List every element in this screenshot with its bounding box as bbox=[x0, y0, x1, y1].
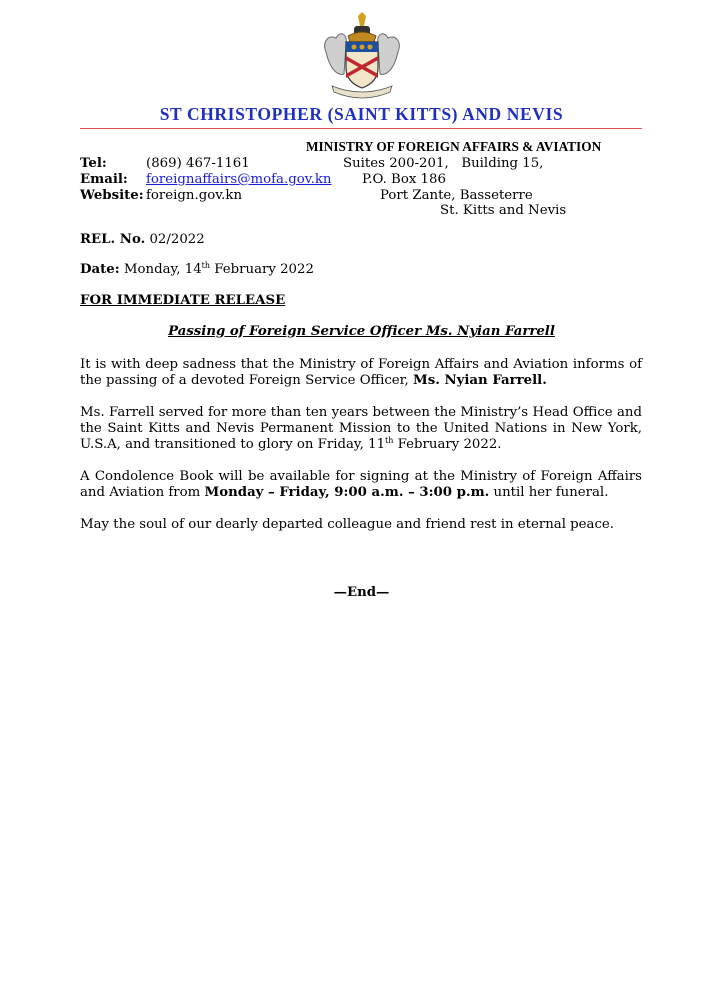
paragraph-2-sup: th bbox=[385, 436, 394, 446]
date-month-year: February 2022 bbox=[214, 262, 314, 277]
website-label: Website: bbox=[80, 188, 144, 203]
address-line-3: Port Zante, Basseterre bbox=[380, 188, 533, 203]
condolence-hours: Monday – Friday, 9:00 a.m. – 3:00 p.m. bbox=[204, 485, 490, 501]
email-link[interactable]: foreignaffairs@mofa.gov.kn bbox=[146, 172, 332, 187]
coat-of-arms-icon bbox=[318, 12, 406, 100]
paragraph-2-end: February 2022. bbox=[397, 437, 502, 453]
date-label: Date: bbox=[80, 262, 120, 277]
address-line-1: Suites 200-201, Building 15, bbox=[343, 156, 544, 171]
paragraph-2 bbox=[80, 405, 642, 454]
officer-name: Ms. Nyian Farrell. bbox=[413, 373, 547, 389]
paragraph-1 bbox=[80, 357, 642, 389]
address-line-2: P.O. Box 186 bbox=[362, 172, 446, 187]
immediate-release-label: FOR IMMEDIATE RELEASE bbox=[80, 293, 286, 308]
paragraph-3-text: A Condolence Book will be available for signing at the Ministry of Foreign Affairs and Aviation from bbox=[80, 469, 642, 501]
paragraph-3-end: until her funeral. bbox=[493, 485, 609, 501]
reference-number bbox=[80, 232, 205, 248]
address-line-4: St. Kitts and Nevis bbox=[440, 203, 567, 218]
paragraph-2-text: Ms. Farrell served for more than ten years between the Ministry’s Head Office and the Saint Kitts and Nevis Permanent Mission to the United Nations in New York, U.S.A, and transitioned to glory on Friday, 11 bbox=[80, 405, 642, 453]
tel-label: Tel: bbox=[80, 156, 107, 171]
heading-divider bbox=[80, 128, 642, 129]
reference-value: 02/2022 bbox=[149, 232, 205, 247]
date-suffix-sup: th bbox=[201, 261, 211, 270]
paragraph-3 bbox=[80, 469, 642, 501]
tel-value: (869) 467-1161 bbox=[146, 156, 250, 171]
release-title: Passing of Foreign Service Officer Ms. Nyian Farrell bbox=[168, 324, 555, 339]
website-value[interactable]: foreign.gov.kn bbox=[146, 188, 243, 203]
end-marker: —End— bbox=[333, 585, 390, 600]
release-date bbox=[80, 262, 314, 278]
email-label: Email: bbox=[80, 172, 128, 187]
paragraph-4: May the soul of our dearly departed colleague and friend rest in eternal peace. bbox=[80, 517, 615, 532]
ministry-name: MINISTRY OF FOREIGN AFFAIRS & AVIATION bbox=[306, 139, 602, 154]
paragraph-1-text: It is with deep sadness that the Ministry of Foreign Affairs and Aviation informs of the passing of a devoted Foreign Service Officer, bbox=[80, 357, 642, 389]
reference-label: REL. No. bbox=[80, 232, 146, 247]
country-heading: ST CHRISTOPHER (SAINT KITTS) AND NEVIS bbox=[159, 104, 564, 124]
date-prefix: Monday, 14 bbox=[123, 262, 202, 277]
